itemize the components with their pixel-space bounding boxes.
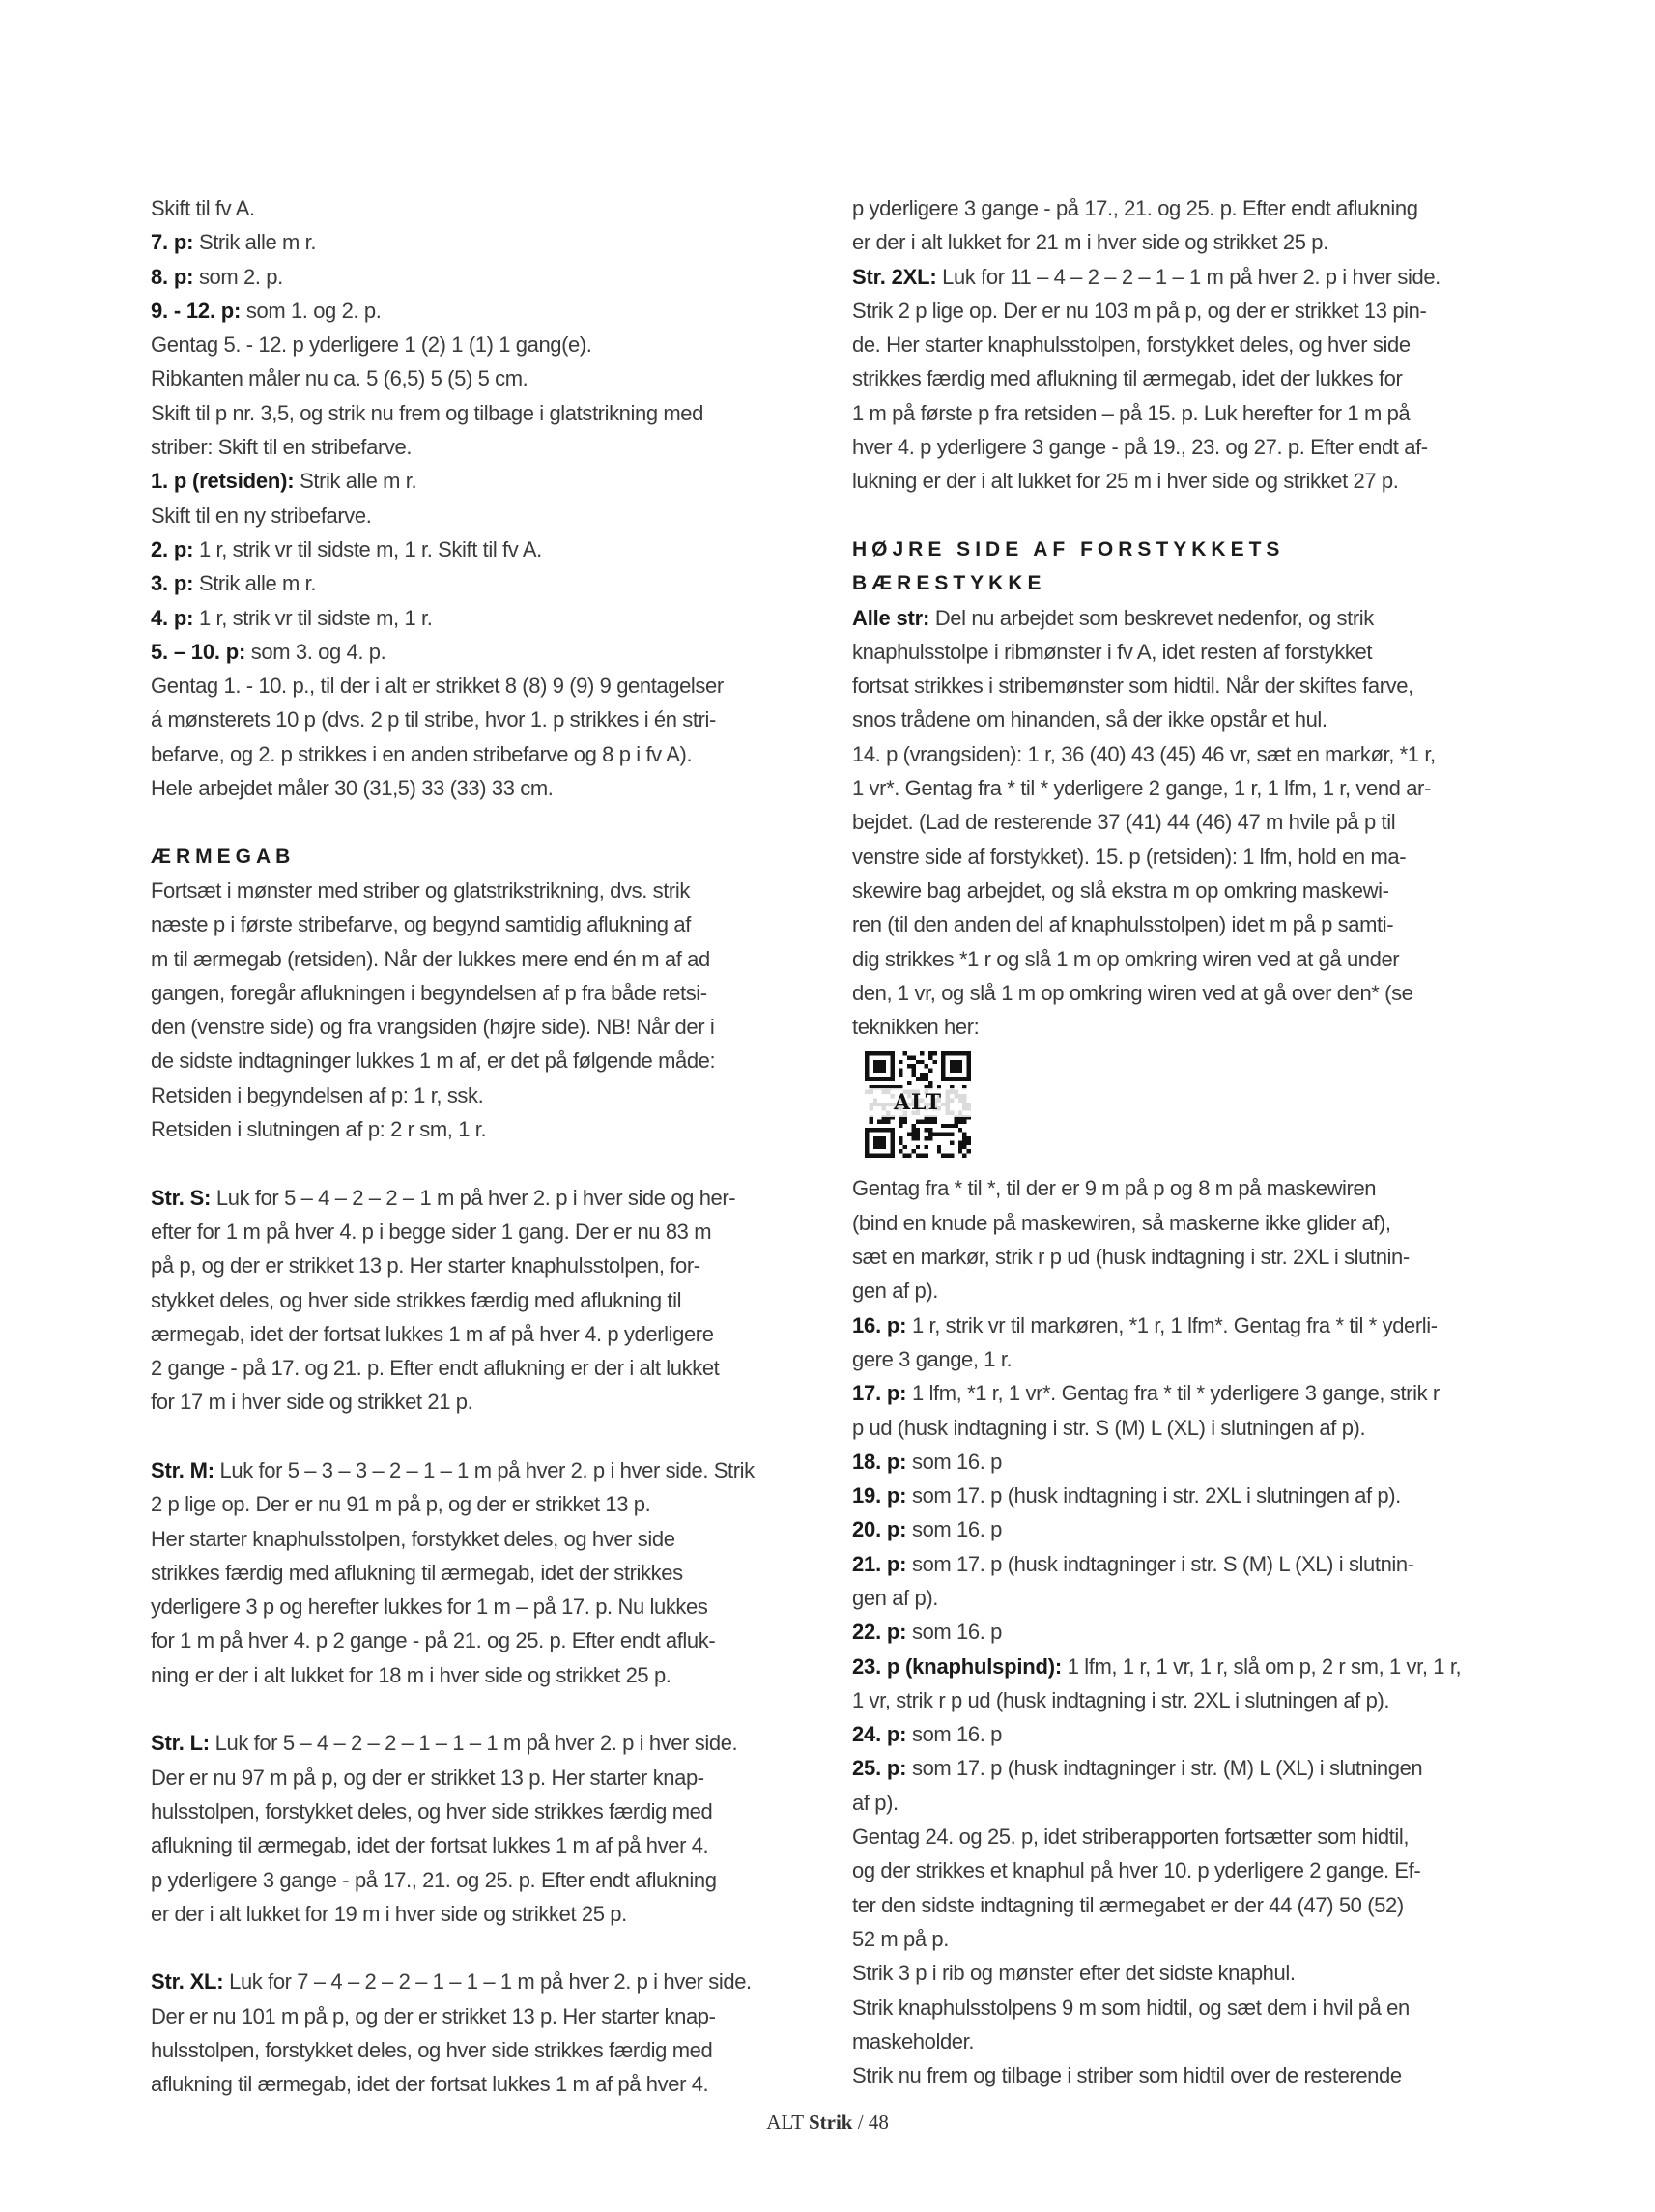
line-text: lukning er der i alt lukket for 25 m i hver side og strikket 27 p. [852, 469, 1399, 494]
text-line [151, 566, 821, 600]
line-text: 14. p (vrangsiden): 1 r, 36 (40) 43 (45) 46 vr, sæt en markør, *1 r, [852, 741, 1436, 766]
footer-separator: / [857, 2111, 869, 2134]
text-line [852, 771, 1525, 805]
text-line [151, 1897, 821, 1931]
line-text: næste p i første stribefarve, og begynd samtidig aflukning af [151, 912, 691, 937]
bold-label: Str. 2XL: [852, 264, 937, 289]
line-text: Retsiden i slutningen af p: 2 r sm, 1 r. [151, 1117, 487, 1142]
text-line [151, 1351, 821, 1385]
text-line [151, 976, 821, 1010]
text-line [151, 1044, 821, 1077]
bold-label: 5. – 10. p: [151, 639, 246, 664]
text-line [852, 361, 1525, 395]
text-line [151, 771, 821, 805]
bold-label: 8. p: [151, 264, 194, 289]
paragraph-gap [151, 805, 821, 839]
text-line [852, 328, 1525, 361]
text-line [852, 1888, 1525, 1922]
line-text: skewire bag arbejdet, og slå ekstra m op omkring maskewi- [852, 877, 1389, 903]
text-line [151, 669, 821, 703]
text-line [852, 1786, 1525, 1820]
text-line [852, 1411, 1525, 1445]
text-line [852, 669, 1525, 703]
line-text: gen af p). [852, 1585, 938, 1610]
line-text: aflukning til ærmegab, idet der fortsat lukkes 1 m af på hver 4. [151, 1833, 709, 1858]
line-text: 1 vr*. Gentag fra * til * yderligere 2 gange, 1 r, 1 lfm, 1 r, vend ar- [852, 776, 1431, 801]
line-text: (bind en knude på maskewiren, så maskerne ikke glider af), [852, 1210, 1391, 1235]
text-line [151, 1999, 821, 2033]
line-text: Luk for 7 – 4 – 2 – 2 – 1 – 1 – 1 m på hver 2. p i hver side. [223, 1969, 752, 1995]
bold-label: Str. XL: [151, 1969, 224, 1995]
line-text: fortsat strikkes i stribemønster som hidtil. Når der skiftes farve, [852, 674, 1413, 699]
paragraph-gap [852, 499, 1525, 532]
line-text: ning er der i alt lukket for 18 m i hver side og strikket 25 p. [151, 1662, 671, 1687]
line-text: ter den sidste indtagning til ærmegabet er der 44 (47) 50 (52) [852, 1892, 1404, 1917]
line-text: 1 m på første p fra retsiden – på 15. p. Luk herefter for 1 m på [852, 400, 1411, 425]
text-line [151, 1726, 821, 1760]
line-text: hulsstolpen, forstykket deles, og hver side strikkes færdig med [151, 1798, 713, 1824]
text-line [151, 874, 821, 907]
line-text: Luk for 11 – 4 – 2 – 2 – 1 – 1 m på hver 2. p i hver side. [936, 264, 1441, 289]
line-text: Luk for 5 – 4 – 2 – 2 – 1 m på hver 2. p i hver side og her- [211, 1185, 736, 1210]
text-line [151, 430, 821, 464]
line-text: m til ærmegab (retsiden). Når der lukkes mere end én m af ad [151, 946, 710, 971]
line-text: Gentag fra * til *, til der er 9 m på p og 8 m på maskewiren [852, 1176, 1377, 1201]
text-line [151, 1215, 821, 1249]
text-line [151, 499, 821, 532]
text-line [852, 1240, 1525, 1274]
line-text: er der i alt lukket for 21 m i hver side og strikket 25 p. [852, 230, 1328, 255]
line-text: Gentag 1. - 10. p., til der i alt er strikket 8 (8) 9 (9) 9 gentagelser [151, 674, 724, 699]
text-line [151, 1863, 821, 1897]
text-line [852, 2058, 1525, 2092]
bold-label: 17. p: [852, 1381, 907, 1406]
line-text: som 2. p. [193, 264, 283, 289]
text-line [852, 840, 1525, 874]
text-line [151, 1522, 821, 1556]
line-text: strikkes færdig med aflukning til ærmegab, idet der strikkes [151, 1560, 683, 1585]
line-text: Fortsæt i mønster med striber og glatstrikstrikning, dvs. strik [151, 877, 690, 903]
line-text: Der er nu 101 m på p, og der er strikket 13 p. Her starter knap- [151, 2003, 716, 2028]
text-line [852, 1479, 1525, 1512]
text-line [852, 1581, 1525, 1615]
text-line [151, 1965, 821, 1998]
bold-label: 1. p (retsiden): [151, 469, 295, 494]
text-line [151, 1658, 821, 1692]
text-line [852, 703, 1525, 736]
line-text: 2 gange - på 17. og 21. p. Efter endt aflukning er der i alt lukket [151, 1356, 720, 1381]
paragraph-gap [151, 1692, 821, 1726]
bold-label: Str. M: [151, 1457, 214, 1482]
line-text: 1 r, strik vr til sidste m, 1 r. Skift til fv A. [193, 536, 542, 561]
section-heading: HØJRE SIDE AF FORSTYKKETS [852, 537, 1285, 560]
text-line [852, 396, 1525, 430]
bold-label: 4. p: [151, 605, 194, 630]
right-column-bottom-text [852, 1171, 1525, 2092]
text-line [852, 601, 1525, 635]
text-line [151, 942, 821, 976]
line-text: á mønsterets 10 p (dvs. 2 p til stribe, hvor 1. p strikkes i én stri- [151, 707, 716, 733]
text-line [852, 1922, 1525, 1956]
paragraph-gap [151, 1420, 821, 1453]
bold-label: Str. S: [151, 1185, 212, 1210]
line-text: 1 lfm, *1 r, 1 vr*. Gentag fra * til * yderligere 3 gange, strik r [906, 1381, 1440, 1406]
line-text: ren (til den anden del af knaphulsstolpen) idet m på p samti- [852, 912, 1394, 937]
line-text: de sidste indtagninger lukkes 1 m af, er det på følgende måde: [151, 1049, 716, 1074]
line-text: af p). [852, 1790, 899, 1815]
page-number: 48 [868, 2111, 889, 2134]
bold-label: 18. p: [852, 1449, 907, 1474]
footer-brand: ALT [766, 2111, 804, 2134]
text-line [151, 225, 821, 259]
text-line [151, 532, 821, 566]
section-heading: ÆRMEGAB [151, 845, 296, 868]
bold-label: Alle str: [852, 605, 930, 630]
text-line [151, 1487, 821, 1521]
text-line [151, 1590, 821, 1623]
text-line [151, 1078, 821, 1112]
line-text: 1 r, strik vr til markøren, *1 r, 1 lfm*. Gentag fra * til * yderli- [906, 1312, 1438, 1337]
text-line [151, 907, 821, 941]
text-line [852, 294, 1525, 328]
text-line [852, 1376, 1525, 1410]
bold-label: 16. p: [852, 1312, 907, 1337]
text-line [852, 1445, 1525, 1479]
line-text: Strik alle m r. [294, 469, 417, 494]
line-text: som 16. p [906, 1517, 1002, 1542]
text-line [852, 1820, 1525, 1853]
text-line [852, 1717, 1525, 1751]
line-text: Ribkanten måler nu ca. 5 (6,5) 5 (5) 5 cm. [151, 366, 528, 391]
line-text: som 17. p (husk indtagninger i str. (M) L (XL) i slutningen [906, 1756, 1423, 1781]
bold-label: 9. - 12. p: [151, 298, 242, 323]
line-text: som 17. p (husk indtagninger i str. S (M) L (XL) i slutnin- [906, 1551, 1414, 1576]
text-line [852, 1650, 1525, 1683]
line-text: gen af p). [852, 1278, 938, 1304]
text-line [151, 601, 821, 635]
line-text: knaphulsstolpe i ribmønster i fv A, idet resten af forstykket [852, 639, 1373, 664]
line-text: Skift til en ny stribefarve. [151, 503, 372, 528]
text-line [852, 874, 1525, 907]
qr-code-image [865, 1051, 971, 1158]
text-line [151, 737, 821, 771]
line-text: som 17. p (husk indtagning i str. 2XL i slutningen af p). [906, 1483, 1401, 1508]
bold-label: 2. p: [151, 536, 194, 561]
text-line [151, 260, 821, 294]
line-text: maskeholder. [852, 2028, 975, 2054]
text-line [151, 703, 821, 736]
line-text: som 16. p [906, 1620, 1002, 1645]
line-text: 1 lfm, 1 r, 1 vr, 1 r, slå om p, 2 r sm, 1 vr, 1 r, [1062, 1653, 1462, 1679]
text-line [151, 1795, 821, 1828]
text-line [852, 191, 1525, 225]
bold-label: 24. p: [852, 1722, 907, 1747]
text-line [852, 1274, 1525, 1307]
paragraph-gap [151, 1931, 821, 1965]
text-line [852, 1547, 1525, 1581]
line-text: som 3. og 4. p. [245, 639, 386, 664]
text-line [852, 1308, 1525, 1342]
line-text: stykket deles, og hver side strikkes færdig med aflukning til [151, 1287, 682, 1312]
line-text: Luk for 5 – 3 – 3 – 2 – 1 – 1 m på hver 2. p i hver side. Strik [214, 1457, 755, 1482]
text-line [852, 1010, 1525, 1044]
line-text: Gentag 5. - 12. p yderligere 1 (2) 1 (1) 1 gang(e). [151, 332, 592, 358]
line-text: Hele arbejdet måler 30 (31,5) 33 (33) 33 cm. [151, 776, 554, 801]
text-line [852, 1615, 1525, 1649]
line-text: Strik 2 p lige op. Der er nu 103 m på p, og der er strikket 13 pin- [852, 298, 1427, 323]
line-text: som 16. p [906, 1722, 1002, 1747]
line-text: striber: Skift til en stribefarve. [151, 435, 413, 460]
text-line [151, 1761, 821, 1795]
line-text: de. Her starter knaphulsstolpen, forstykket deles, og hver side [852, 332, 1411, 358]
line-text: p yderligere 3 gange - på 17., 21. og 25. p. Efter endt aflukning [852, 196, 1418, 220]
text-line [151, 1623, 821, 1657]
text-line [852, 1991, 1525, 2025]
text-line [151, 1828, 821, 1862]
bold-label: 23. p (knaphulspind): [852, 1653, 1063, 1679]
text-line [151, 1385, 821, 1419]
line-text: for 1 m på hver 4. p 2 gange - på 21. og 25. p. Efter endt afluk- [151, 1628, 716, 1653]
text-line [852, 907, 1525, 941]
bold-label: 22. p: [852, 1620, 907, 1645]
line-text: gere 3 gange, 1 r. [852, 1346, 1013, 1371]
line-text: og der strikkes et knaphul på hver 10. p yderligere 2 gange. Ef- [852, 1858, 1421, 1883]
line-text: teknikken her: [852, 1015, 980, 1040]
bold-label: 3. p: [151, 571, 194, 596]
line-text: gangen, foregår aflukningen i begyndelsen af p fra både retsi- [151, 980, 707, 1005]
text-line [151, 1283, 821, 1317]
text-line [151, 1249, 821, 1282]
text-line [151, 1010, 821, 1044]
line-text: den, 1 vr, og slå 1 m op omkring wiren ved at gå over den* (se [852, 980, 1413, 1005]
text-line [151, 2067, 821, 2101]
text-line [852, 1512, 1525, 1546]
line-text: Luk for 5 – 4 – 2 – 2 – 1 – 1 – 1 m på hver 2. p i hver side. [209, 1731, 738, 1756]
text-line [151, 635, 821, 669]
line-text: Retsiden i begyndelsen af p: 1 r, ssk. [151, 1082, 484, 1107]
text-line [852, 805, 1525, 839]
line-text: Gentag 24. og 25. p, idet striberapporten fortsætter som hidtil, [852, 1824, 1410, 1850]
text-line [151, 361, 821, 395]
line-text: p yderligere 3 gange - på 17., 21. og 25. p. Efter endt aflukning [151, 1867, 717, 1892]
text-line [852, 1171, 1525, 1205]
line-text: Her starter knaphulsstolpen, forstykket deles, og hver side [151, 1526, 675, 1551]
footer-brand-bold: Strik [808, 2111, 853, 2134]
line-text: snos trådene om hinanden, så der ikke opstår et hul. [852, 707, 1327, 733]
bold-label: 20. p: [852, 1517, 907, 1542]
line-text: Strik alle m r. [193, 571, 317, 596]
text-line [151, 294, 821, 328]
line-text: efter for 1 m på hver 4. p i begge sider 1 gang. Der er nu 83 m [151, 1219, 712, 1244]
bold-label: 7. p: [151, 230, 194, 255]
bold-label: Str. L: [151, 1731, 210, 1756]
text-line [852, 2025, 1525, 2058]
text-line [852, 1206, 1525, 1240]
line-text: Del nu arbejdet som beskrevet nedenfor, og strik [929, 605, 1374, 630]
left-column [151, 191, 821, 2102]
text-line [151, 328, 821, 361]
right-column-top-text [852, 191, 1525, 1044]
bold-label: 19. p: [852, 1483, 907, 1508]
line-text: dig strikkes *1 r og slå 1 m op omkring wiren ved at gå under [852, 946, 1400, 971]
text-line [151, 1317, 821, 1351]
text-line [151, 1453, 821, 1487]
line-text: befarve, og 2. p strikkes i en anden stribefarve og 8 p i fv A). [151, 741, 693, 766]
line-text: p ud (husk indtagning i str. S (M) L (XL) i slutningen af p). [852, 1415, 1366, 1440]
text-line [151, 1556, 821, 1590]
text-line [852, 1751, 1525, 1785]
line-text: som 1. og 2. p. [241, 298, 382, 323]
text-line [852, 1956, 1525, 1990]
line-text: for 17 m i hver side og strikket 21 p. [151, 1390, 473, 1415]
line-text: som 16. p [906, 1449, 1002, 1474]
text-line [151, 464, 821, 498]
section-heading: BÆRESTYKKE [852, 572, 1046, 595]
line-text: den (venstre side) og fra vrangsiden (højre side). NB! Når der i [151, 1015, 715, 1040]
line-text: Skift til p nr. 3,5, og strik nu frem og tilbage i glatstrikning med [151, 400, 703, 425]
bold-label: 25. p: [852, 1756, 907, 1781]
line-text: ærmegab, idet der fortsat lukkes 1 m af på hver 4. p yderligere [151, 1321, 714, 1346]
line-text: 2 p lige op. Der er nu 91 m på p, og der er strikket 13 p. [151, 1492, 651, 1517]
text-line [852, 737, 1525, 771]
line-text: Strik 3 p i rib og mønster efter det sidste knaphul. [852, 1961, 1296, 1986]
qr-code-label: ALT [865, 1088, 971, 1117]
line-text: aflukning til ærmegab, idet der fortsat lukkes 1 m af på hver 4. [151, 2072, 709, 2097]
line-text: 1 r, strik vr til sidste m, 1 r. [193, 605, 433, 630]
line-text: yderligere 3 p og herefter lukkes for 1 m – på 17. p. Nu lukkes [151, 1594, 708, 1620]
line-text: Der er nu 97 m på p, og der er strikket 13 p. Her starter knap- [151, 1765, 704, 1790]
text-line [151, 1112, 821, 1146]
line-text: er der i alt lukket for 19 m i hver side og strikket 25 p. [151, 1901, 627, 1926]
text-line [852, 635, 1525, 669]
text-line [852, 260, 1525, 294]
right-column [852, 191, 1525, 2092]
line-text: 1 vr, strik r p ud (husk indtagning i str. 2XL i slutningen af p). [852, 1687, 1390, 1712]
line-text: bejdet. (Lad de resterende 37 (41) 44 (46) 47 m hvile på p til [852, 810, 1396, 835]
text-line [852, 942, 1525, 976]
line-text: Strik nu frem og tilbage i striber som hidtil over de resterende [852, 2063, 1402, 2088]
paragraph-gap [151, 1146, 821, 1180]
bold-label: 21. p: [852, 1551, 907, 1576]
line-text: hulsstolpen, forstykket deles, og hver side strikkes færdig med [151, 2038, 713, 2063]
line-text: sæt en markør, strik r p ud (husk indtagning i str. 2XL i slutnin- [852, 1245, 1410, 1270]
line-text: hver 4. p yderligere 3 gange - på 19., 23. og 27. p. Efter endt af- [852, 435, 1428, 460]
line-text: 52 m på p. [852, 1926, 949, 1951]
text-line [852, 1683, 1525, 1717]
text-line [151, 2033, 821, 2067]
text-line [852, 430, 1525, 464]
text-line [151, 1181, 821, 1215]
line-text: Skift til fv A. [151, 196, 255, 220]
line-text: på p, og der er strikket 13 p. Her starter knaphulsstolpen, for- [151, 1253, 700, 1278]
text-line [151, 191, 821, 225]
text-line [852, 464, 1525, 498]
line-text: Strik knaphulsstolpens 9 m som hidtil, og sæt dem i hvil på en [852, 1995, 1410, 2020]
text-line [151, 396, 821, 430]
text-line [852, 225, 1525, 259]
text-line [852, 1342, 1525, 1376]
line-text: strikkes færdig med aflukning til ærmegab, idet der lukkes for [852, 366, 1403, 391]
page-footer [0, 2111, 1655, 2135]
text-line [852, 976, 1525, 1010]
line-text: venstre side af forstykket). 15. p (retsiden): 1 lfm, hold en ma- [852, 844, 1407, 869]
text-line [852, 1853, 1525, 1887]
line-text: Strik alle m r. [193, 230, 317, 255]
